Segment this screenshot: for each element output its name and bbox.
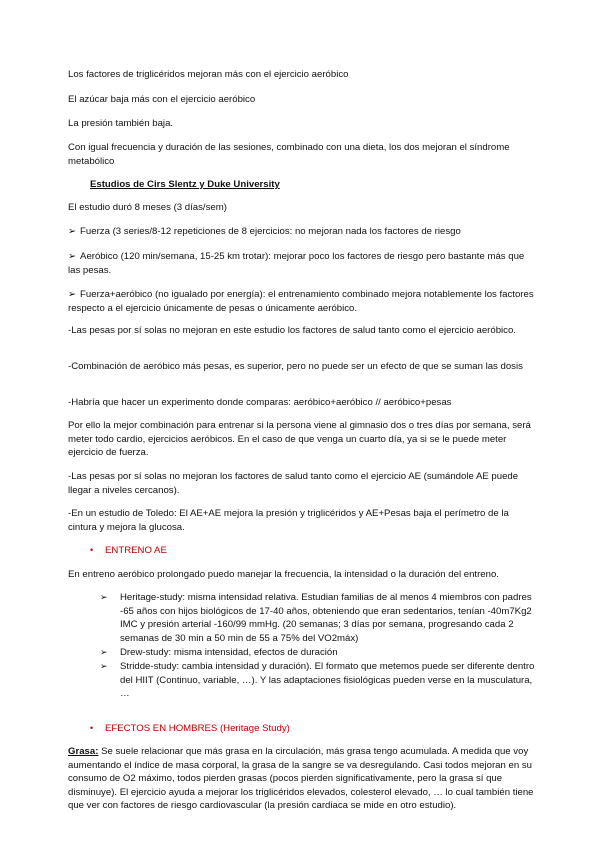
paragraph-combined bbox=[68, 288, 534, 315]
arrow-bullet-icon: ➢ bbox=[100, 647, 108, 657]
list-item bbox=[100, 591, 540, 645]
paragraph-prolonged: En entreno aeróbico prolongado puedo manejar la frecuencia, la intensidad o la duración del entreno. bbox=[68, 569, 499, 580]
paragraph-experiment: -Habría que hacer un experimento donde comparas: aeróbico+aeróbico // aeróbico+pesas bbox=[68, 397, 452, 408]
paragraph-sugar: El azúcar baja más con el ejercicio aeróbico bbox=[68, 94, 256, 105]
list-item bbox=[100, 660, 540, 701]
list-item-text: Drew-study: misma intensidad, efectos de duración bbox=[120, 647, 338, 658]
section-efectos-hombres bbox=[90, 722, 530, 736]
paragraph-aerobic-text: Aeróbico (120 min/semana, 15-25 km trotar): mejorar poco los factores de riesgo pero bastante más que las pesas. bbox=[68, 251, 525, 276]
arrow-bullet-icon: ➢ bbox=[100, 592, 108, 602]
section-title-efectos-hombres: EFECTOS EN HOMBRES (Heritage Study) bbox=[105, 723, 290, 734]
grasa-label: Grasa: bbox=[68, 746, 99, 757]
bullet-icon: • bbox=[90, 545, 94, 555]
list-item bbox=[100, 646, 540, 660]
paragraph-toledo: -En un estudio de Toledo: El AE+AE mejora la presión y triglicéridos y AE+Pesas baja el perímetro de la cintura y mejora la glucosa. bbox=[68, 508, 509, 533]
paragraph-aerobic bbox=[68, 250, 534, 277]
bullet-icon: • bbox=[90, 723, 94, 733]
paragraph-pressure: La presión también baja. bbox=[68, 118, 174, 129]
paragraph-best-combination: Por ello la mejor combinación para entrenar si la persona viene al gimnasio dos o tres días por semana, será meter todo cardio, ejercicios aeróbicos. En el caso de que venga un cuarto día, ya si se le puede meter ejercicio de fuerza. bbox=[68, 420, 531, 458]
paragraph-weights-ae: -Las pesas por sí solas no mejoran los factores de salud tanto como el ejercicio AE (sumándole AE puede llegar a niveles cercanos). bbox=[68, 471, 519, 496]
section-entreno-ae bbox=[90, 544, 530, 558]
paragraph-study-duration: El estudio duró 8 meses (3 días/sem) bbox=[68, 202, 227, 213]
arrow-bullet-icon: ➢ bbox=[100, 661, 108, 671]
arrow-bullet-icon: ➢ bbox=[68, 226, 77, 237]
paragraph-strength-text: Fuerza (3 series/8-12 repeticiones de 8 ejercicios: no mejoran nada los factores de riesgo bbox=[80, 226, 461, 237]
paragraph-weights-alone: -Las pesas por sí solas no mejoran en este estudio los factores de salud tanto como el ejercicio aeróbico. bbox=[68, 325, 516, 336]
list-item-text: Stridde-study: cambia intensidad y duración). El formato que metemos puede ser diferente dentro del HIIT (Continuo, variable, …). Y las adaptaciones fisiológicas pueden verse en la musculatura, … bbox=[120, 661, 535, 699]
arrow-bullet-icon: ➢ bbox=[68, 251, 77, 262]
paragraph-strength bbox=[68, 225, 534, 239]
arrow-bullet-icon: ➢ bbox=[68, 289, 77, 300]
section-title-entreno-ae: ENTRENO AE bbox=[105, 545, 167, 556]
paragraph-triglycerides: Los factores de triglicéridos mejoran más con el ejercicio aeróbico bbox=[68, 69, 349, 80]
list-item-text: Heritage-study: misma intensidad relativa. Estudian familias de al menos 4 miembros con padres -65 años con hijos biológicos de 17-40 años, obteniendo que eran sedentarios, tenían -40m7Kg2 IMC y presión arterial -160/99 mmHg. (20 semanas; 3 días por semana, progresando cada 2 semanas de 30 min a 50 min de 55 a 75% del VO2máx) bbox=[120, 592, 532, 644]
heading-studies: Estudios de Cirs Slentz y Duke University bbox=[90, 179, 280, 190]
paragraph-combination: -Combinación de aeróbico más pesas, es superior, pero no puede ser un efecto de que se suman las dosis bbox=[68, 361, 523, 372]
paragraph-grasa bbox=[68, 745, 534, 813]
paragraph-combined-text: Fuerza+aeróbico (no igualado por energía): el entrenamiento combinado mejora notablemente los factores respecto a el ejercicio únicamente de pesas o únicamente aeróbico. bbox=[68, 289, 534, 314]
paragraph-metabolic-syndrome: Con igual frecuencia y duración de las sesiones, combinado con una dieta, los dos mejoran el síndrome metabólico bbox=[68, 142, 510, 167]
grasa-text: Se suele relacionar que más grasa en la circulación, más grasa tengo acumulada. A medida que voy aumentando el índice de masa corporal, la grasa de la sangre se va desregulando. Casi todos mejoran en su consumo de O2 máximo, todos pierden grasas (pocos pierden significativamente, pero la grasa sí que disminuye). El ejercicio ayuda a mejorar los triglicéridos elevados, colesterol elevado, … lo cual también tiene que ver con factores de riesgo cardiovascular (la presión cardiaca se mide en otro estudio). bbox=[68, 746, 534, 811]
